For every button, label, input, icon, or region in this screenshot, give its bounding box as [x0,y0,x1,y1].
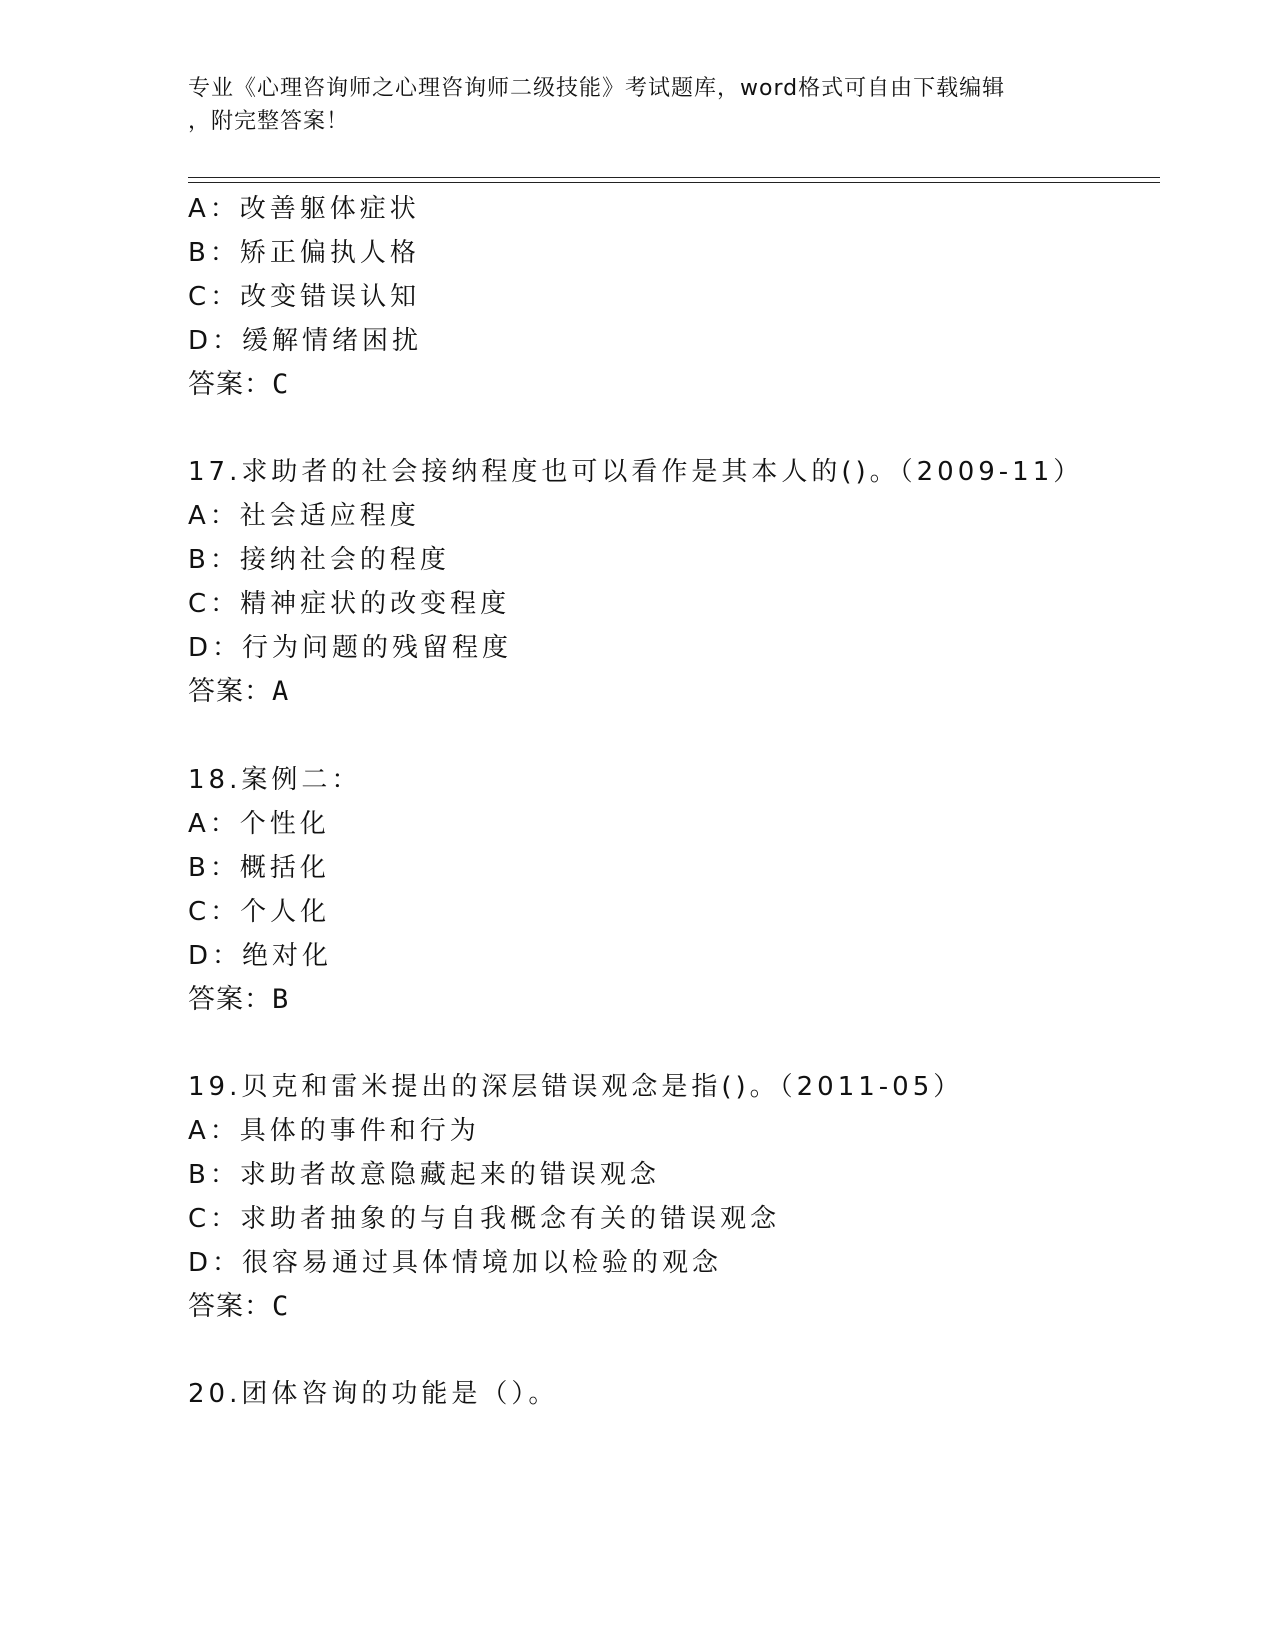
answer-value: A [272,676,290,707]
q20-stem: 20.团体咨询的功能是（）。 [188,1379,559,1409]
header-divider-bottom [188,182,1160,183]
q16-option-c: C：改变错误认知 [188,282,421,312]
answer-label: 答案： [188,984,272,1015]
q19-option-a: A：具体的事件和行为 [188,1116,480,1146]
header-line-1: 专业《心理咨询师之心理咨询师二级技能》考试题库，word格式可自由下载编辑 [188,76,1006,101]
answer-label: 答案： [188,676,272,707]
header-divider-top [188,177,1160,178]
q17-option-a: A：社会适应程度 [188,501,420,531]
q19-answer [188,1289,289,1325]
q19-option-b: B：求助者故意隐藏起来的错误观念 [188,1160,660,1190]
q18-option-c: C：个人化 [188,897,331,927]
q17-answer [188,674,289,710]
document-header [188,72,1088,138]
q18-option-b: B：概括化 [188,853,330,883]
q17-option-d: D：行为问题的残留程度 [188,633,513,663]
q16-option-b: B：矫正偏执人格 [188,238,420,268]
answer-value: C [272,369,290,400]
q19-option-d: D：很容易通过具体情境加以检验的观念 [188,1248,723,1278]
answer-label: 答案： [188,1291,272,1322]
q16-option-a: A：改善躯体症状 [188,194,420,224]
q17-option-c: C：精神症状的改变程度 [188,589,511,619]
q19-option-c: C：求助者抽象的与自我概念有关的错误观念 [188,1204,781,1234]
q18-stem: 18.案例二： [188,765,362,795]
q18-answer [188,982,289,1018]
q18-option-a: A：个性化 [188,809,330,839]
answer-value: C [272,1291,290,1322]
q18-option-d: D：绝对化 [188,941,333,971]
q19-stem: 19.贝克和雷米提出的深层错误观念是指()。（2011-05） [188,1072,964,1102]
q16-option-d: D：缓解情绪困扰 [188,326,423,356]
header-line-2: ，附完整答案！ [188,109,350,134]
q17-stem: 17.求助者的社会接纳程度也可以看作是其本人的()。（2009-11） [188,457,1084,487]
answer-label: 答案： [188,369,272,400]
q16-answer [188,367,289,403]
q17-option-b: B：接纳社会的程度 [188,545,450,575]
answer-value: B [272,984,290,1015]
